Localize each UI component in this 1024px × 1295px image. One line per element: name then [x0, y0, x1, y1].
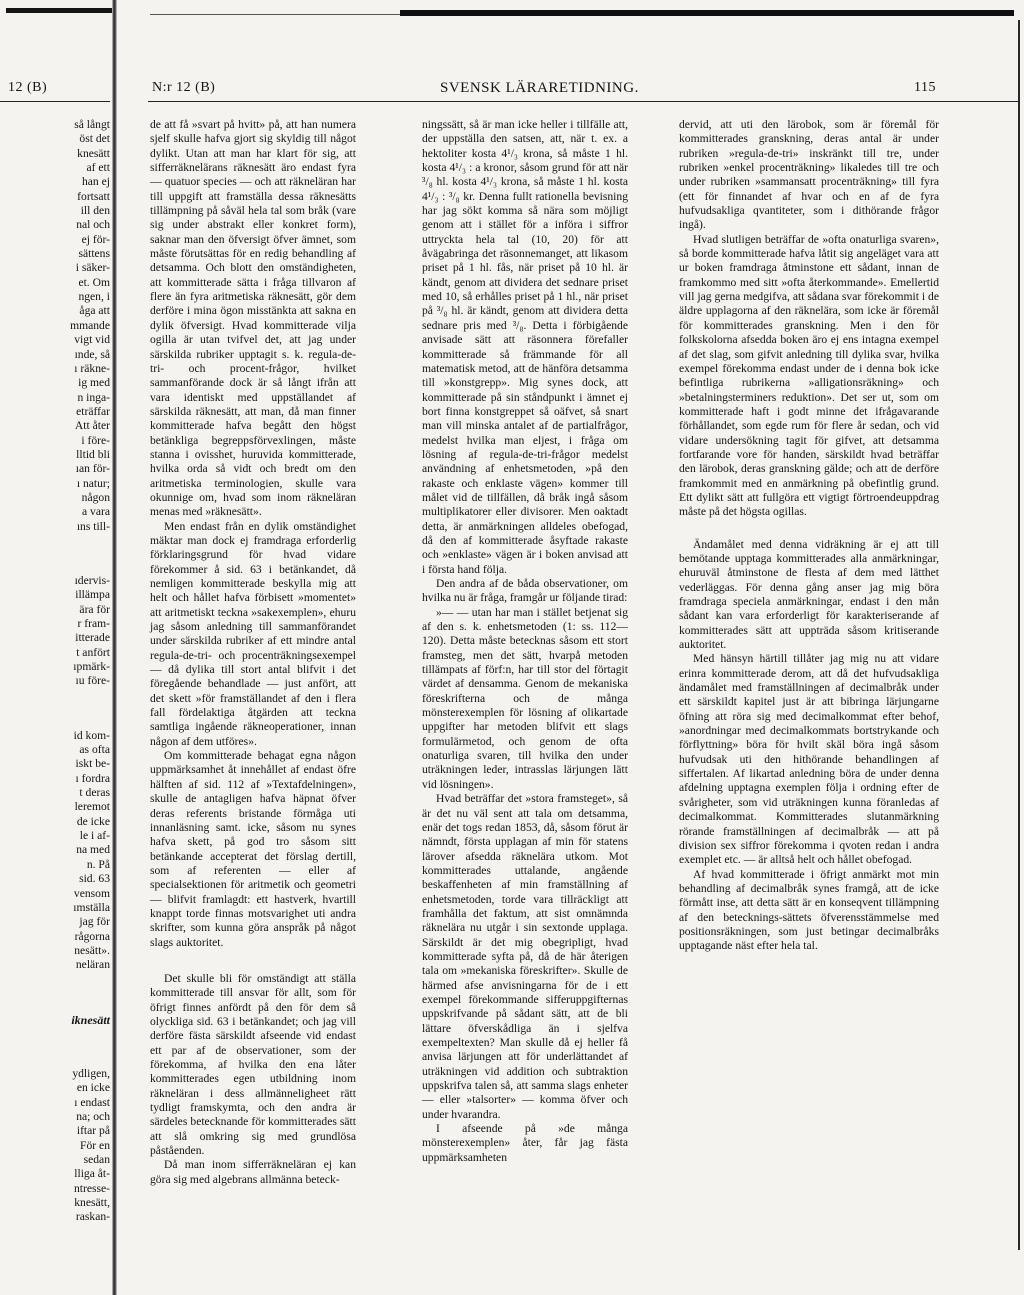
fragment-line: jag för: [79, 915, 110, 929]
paragraph: Af hvad kommitterade i öfrigt anmärkt mot min behandling af decimalbråk synes framgå, att de icke förmått inse, att detta sätt är en konseqvent tillämpning af den betecknings-sättets öfverensstämmelse med positionsräkningen, som just betingar decimalbråks upptagande näst efter hela tal.: [679, 867, 939, 953]
fragment-line: et. Om: [78, 275, 110, 289]
fragment-line: ımställa: [73, 900, 110, 914]
fragment-line: ıu före-: [75, 674, 110, 688]
fragment-line: neläran: [75, 958, 110, 972]
left-page-header: 12 (B): [8, 80, 48, 95]
fragment-line: någon: [81, 490, 110, 504]
fragment-line: ıns till-: [76, 519, 110, 533]
fragment-gap: [2, 534, 110, 574]
paragraph: Ändamålet med denna vidräkning är ej att till bemötande upptaga kommitterades alla anmärkningar, ehuruväl åtminstone de flesta af dem med lätthet vederläggas. För denna gång anser jag mig böra framdraga speciela anmärkningar, endast i den mån sådant kan vara erforderligt för karakteriserande af kommitterades sätt att uppträda såsom kritiserande auktoritet.: [679, 537, 939, 652]
fragment-line: vigt vid: [74, 333, 110, 347]
fragment-line: eträffar: [76, 404, 110, 418]
paragraph: Den andra af de båda observationer, om hvilka nu är fråga, framgår ur följande tirad:: [422, 577, 628, 605]
right-page-edge: [1018, 20, 1020, 1250]
previous-page-column-fragment: [2, 118, 110, 1225]
fragment-line: åga att: [79, 304, 110, 318]
fragment-line: iskt be-: [75, 757, 110, 771]
fragment-line: ıan för-: [75, 462, 110, 476]
fragment-line: r fram-: [77, 617, 110, 630]
fragment-line: de icke: [76, 814, 110, 828]
article-column-1: [150, 118, 356, 1187]
fragment-line: ej för-: [81, 232, 110, 246]
fragment-line: na med: [76, 843, 110, 857]
fragment-line: raskan-: [75, 1210, 110, 1224]
paragraph: Hvad beträffar det »stora framsteget», så är det nu väl sent att tala om detsamma, enär det togs redan 1853, då, såsom förut är nämndt, första upplagan af min för statens lärover afsedda räknelära utkom. Mot kommitterades uttalande, angående beskaffenheten af min framställning af enhetsmetoden, torde vara tillräckligt att framhålla det faktum, att sist omnämnda räknelära nu utgår i sin sextonde upplaga. Särskildt är det mig obegripligt, hvad kommitterade syfta på, då de här återigen tala om »mekaniska föreskrifter». Skulle de härmed afse anvisningarna för de i ett exempel förekommande sifferuppgifternas uppskrifvande på sådant sätt, att de bli lättare öfverskådliga än i sjelfva exempeltexten? Man skulle då ej heller få anvisa lärjungen att för underlättandet af uträkningen vid addition och subtraktion uppskrifva talen så, att samma slags enheter — eller »talsorter» — komma öfver och under hvarandra.: [422, 792, 628, 1121]
fragment-line: ıdervis-: [74, 573, 110, 587]
page-fold-shadow: [112, 0, 117, 1295]
fragment-line: knesätt: [77, 146, 110, 160]
journal-title: SVENSK LÄRARETIDNING.: [440, 80, 639, 96]
paragraph: I afseende på »de många mönsterexemplen» åter, får jag fästa uppmärksamheten: [422, 1122, 628, 1164]
fragment-line: ig med: [78, 376, 110, 390]
fragment-line: nal och: [76, 218, 110, 232]
fragment-line: ära för: [79, 602, 110, 616]
fragment-line: lliga åt-: [74, 1167, 110, 1181]
section-gap: [150, 950, 356, 972]
paragraph: ningssätt, så är man icke heller i tillfälle att, der uppställa den satsen, att, när t. ex. a hektoliter kosta 4¹/₃ krona, så måste 1 hl. kosta 4¹/₃ : a kronor, såsom grund för att när ³/₈ hl. kosta 4¹/₃ krona, så måste 1 hl. kosta 4¹/₃ : ³/₈ kr. Denna fullt rationella bevisning har jag sökt komma så nära som möjligt genom att i stället för a införa i siffror uttryckta hela tal (10, 20) för att åvägabringa det räsonnemanget, att likasom priset på 1 hl. fås, när priset på 10 hl. är kändt, genom att dividera det sednare priset med 10, så erhålles priset på 1 hl., när priset på ³/₈ hl. är kändt, genom att dividera detta sednare pris med ³/₈. Detta i förbigående anvisade sätt att räsonnera förefaller kommitterade så främmande för all matematisk metod, att de hänföra detsamma till »konstgrepp». Mig synes dock, att kommitterade på sin ståndpunkt i ämnet ej bort finna konstgreppet så oäfvet, så snart man vill minska antalet af de partialfrågor, medelst hvilka man eljest, i fråga om lösning af regula-de-tri-frågor medelst användning af enhetsmetoden, »på den rakaste och enklaste vägen» kommer till målet vid de tillfällen, då bråk ingå såsom multiplikatorer eller divisorer. Men oaktadt detta, är anmärkningen alldeles obefogad, då den af kommitterade åsyftade rakaste och »enklaste» vägen är i boken anvisad att i första hand följa.: [422, 118, 628, 576]
fragment-line: as ofta: [79, 743, 110, 757]
fragment-line: a vara: [82, 505, 110, 519]
fragment-line: ı räkne-: [74, 361, 110, 375]
fragment-line: ntresse-: [73, 1181, 110, 1195]
page-number: 115: [914, 80, 936, 95]
fragment-line: leremot: [74, 800, 110, 814]
fragment-line: Att åter: [74, 419, 110, 433]
fragment-line: t anfört: [76, 645, 110, 659]
top-edge-bar-left: [6, 8, 114, 13]
fragment-line: fortsatt: [77, 189, 110, 203]
fragment-line: ydligen,: [72, 1066, 110, 1080]
fragment-line: sedan: [83, 1152, 110, 1166]
fragment-gap: [2, 1027, 110, 1067]
fragment-line: ı endast: [74, 1095, 110, 1109]
fragment-gap: [2, 689, 110, 729]
fragment-line: vensom: [73, 886, 110, 900]
article-column-2: [422, 118, 628, 1165]
paragraph: de att få »svart på hvitt» på, att han numera sjelf skulle hafva gjort sig skyldig till något dylikt. Utan att man har klart för sig, att sifferräknelärans räknesätt äro endast fyra — quatuor species — och att räkneläran har till uppgift att framställa dessa räknesätts tillämpning på såväl hela tal som bråk (vare sig under abstrakt eller konkret form), saknar man den öfversigt öfver ämnet, som måste förutsättas för en redig behandling af detsamma. Och blott den omständigheten, att kommitterade sätta i fråga tillvaron af flere än fyra aritmetiska räknesätt, gör dem derföre i mina ögon misstänkta att sakna en dylik öfversigt. Hvad kommitterade vilja ogilla är utan tvifvel det, att jag under särskilda rubriker upptagit s. k. regula-de-tri- och procent-frågor, hvilket sammanförande dock är så långt ifrån att vara identiskt med uppställandet af särskilda räknesätt, att man, då man finner kommitterade hafva begått den högst betänkliga begreppsförvexlingen, måste stanna i ovisshet, huruvida kommitterade, hvilka orda så vidt och bredt om den aritmetiska terminologien, skulle vara okunnige om, hvad som inom räkneläran menas med »räknesätt».: [150, 118, 356, 519]
fragment-line: i säker-: [75, 261, 110, 275]
fragment-line: illämpa: [75, 588, 110, 602]
fragment-line: i före-: [81, 433, 110, 447]
fragment-line: lltid bli: [76, 447, 110, 461]
fragment-line: ınde, så: [74, 347, 110, 361]
section-gap: [679, 520, 939, 538]
fragment-line: itterade: [75, 631, 110, 645]
fragment-line: na; och: [76, 1109, 110, 1123]
fragment-line: så långt: [74, 118, 110, 131]
paragraph: Men endast från en dylik omständighet mäktar man dock ej framdraga erforderlig förklaringsgrund för hvad vidare förekommer å sid. 63 i betänkandet, då nemligen kommitterade beskylla mig att helt och hållet hafva förbisett »momentet» att aritmetiskt teckna »sakexemplen», ehuru jag såsom anledning till sammanförandet under särskilda rubriker af ett mindre antal regula-de-tri- och procenträkningsexempel — då dylika till stort antal blifvit i det föregående behandlade — just anfört, att det skett »för framställandet af den i flera fall fördelaktiga åtgärden att teckna samtliga ingående räkneoperationer, innan någon af dem utföres».: [150, 519, 356, 748]
paragraph: Hvad slutligen beträffar de »ofta onaturliga svaren», så borde kommitterade hafva låtit sig angeläget vara att ur boken framdraga åtminstone ett sådant, innan de framkommo med sitt »ofta återkommande». Emellertid vill jag gerna medgifva, att sådana svar förekommit i de äldre upplagorna af den räknelära, som icke är föremål för kommitterades granskning. Men i den för folkskolorna afsedda boken äro ej ens intagna exempel af det slag, som gifvit anledning till dylika svar, hvilka exempel förekomma endast under de i denna bok icke befintliga rubrikerna »alligationsräkning» och »betalningsterminers reduktion». Det ser ut, som om kommitterade haft i godt minne det ifrågavarande förhållandet, som egde rum för flere år sedan, och vid vidare undersökning tagit för gifvet, att detsamma fortfarande vore för handen, särskildt hvad beträffar den lärobok, deras granskning gälde; och att de derföre framkommit med en anmärkning på obefintlig grund. Ett dylikt sätt att fullgöra ett vigtigt förtroendeuppdrag måste på det högsta ogillas.: [679, 232, 939, 519]
fragment-line: ı fordra: [75, 771, 110, 785]
paragraph: Med hänsyn härtill tillåter jag mig nu att vidare erinra kommitterade derom, att då det hufvudsakliga ändamålet med framställningen af decimalbråk under ett särskildt kapitel just är att bibringa lärjungarne öfning att röra sig med decimalkommat efter behof, »anordningar med decimalkommats bortstrykande och förflyttning» böra för hvilt skäl böra ingå såsom hufvudsak uti den hithörande behandlingen af siffertalen. Af likartad anledning böra de under denna afdelning upptagna exemplen följa i ordning efter de svårigheter, som vid uträkningen kunna föranledas af decimalkommat. Kommitterades slutanmärkning rörande framställningen af decimalbråk — att på division sex siffror förekomma i qvoten redan i andra exemplet etc. — är alltså helt och hållet obefogad.: [679, 652, 939, 867]
fragment-line: af ett: [86, 161, 110, 175]
top-edge-bar: [400, 10, 1014, 16]
fragment-line: sid. 63: [79, 872, 110, 886]
paragraph: Då man inom sifferräkneläran ej kan göra sig med algebrans allmänna beteck-: [150, 1158, 356, 1186]
fragment-line: nesätt».: [74, 943, 110, 957]
top-thin-rule: [150, 14, 400, 15]
fragment-line: ill den: [80, 204, 110, 218]
fragment-line: en icke: [76, 1081, 110, 1095]
left-header-rule: [0, 101, 110, 102]
fragment-line: t deras: [79, 786, 110, 800]
fragment-line: ngen, i: [78, 290, 110, 304]
article-column-3: [679, 118, 939, 954]
paragraph: Om kommitterade behagat egna någon uppmärksamhet åt innehållet af endast öfre hälften af sid. 112 af »Textafdelningen», skulle de antagligen hafva häpnat öfver deras referents bristande förmåga uti innanläsning samt. icke, såsom nu synes hafva skett, på god tro såsom sitt betänkande accepterat det förslag dertill, som af referenten — eller af specialsektionen för aritmetik och geometri — blifvit framlagdt: ett hastverk, hvartill knappt torde finnas motsvarighet uti andra skrifter, som kunna göra anspråk på något slags auktoritet.: [150, 749, 356, 949]
fragment-line: n. På: [86, 857, 110, 871]
fragment-line: rågorna: [74, 929, 110, 943]
fragment-line: sättens: [78, 247, 110, 261]
fragment-line: iknesätt: [71, 1012, 110, 1027]
fragment-line: knesätt,: [74, 1196, 110, 1209]
fragment-line: id kom-: [73, 728, 110, 742]
fragment-line: För en: [80, 1138, 110, 1152]
paragraph: dervid, att uti den lärobok, som är föremål för kommitterades granskning, deras antal är under rubriken »regula-de-tri» inskränkt till tre, under rubriken »enkel procenträkning» likaledes till tre och under rubriken »sammansatt procenträkning» till fyra (ett för finnandet af hvar och en af de fyra hufvudsakliga qvantiteter, som i dithörande frågor ingå).: [679, 118, 939, 232]
header-rule: [148, 101, 1020, 102]
fragment-line: han ej: [81, 175, 110, 189]
fragment-gap: [2, 973, 110, 1013]
fragment-line: ı natur;: [76, 476, 110, 490]
fragment-line: öst det: [79, 132, 110, 146]
fragment-line: iftar på: [76, 1124, 110, 1138]
paragraph: Det skulle bli för omständigt att ställa kommitterade till ansvar för allt, som för öfrigt finnes anfördt på den för dem så olyckliga sid. 63 i betänkandet; och jag vill derföre fästa särskildt afseende vid endast ett par af de observationer, som der förekomma, af hvilka den ena låter kommitterades egen utbildning inom räkneläran i dess allmänneligheet rätt tydligt framskymta, och den andra är särdeles betecknande för kommitterades sätt att slå omkring sig med grundlösa påståenden.: [150, 971, 356, 1158]
fragment-line: ıpmärk-: [73, 660, 110, 674]
quotation: »— — utan har man i stället betjenat sig af den s. k. enhetsmetoden (1: ss. 112—120). Detta måste betecknas såsom ett stort framsteg, men det sätt, hvarpå metoden tillämpats af förf:n, har till stor del förtagit värdet af densamma. Genom de mekaniska föreskrifterna och de många mönsterexemplen för lösning af olikartade uppgifter har metoden blifvit ett slags formulärmetod, och genom de ofta onaturliga svaren, till hvilka den under uträkningen leder, intrasslas lärjungen lätt vid lösningen».: [422, 605, 628, 791]
fragment-line: n inga-: [77, 390, 110, 404]
fragment-line: le i af-: [79, 829, 110, 843]
fragment-line: mmande: [70, 318, 110, 332]
issue-number: N:r 12 (B): [152, 80, 216, 95]
